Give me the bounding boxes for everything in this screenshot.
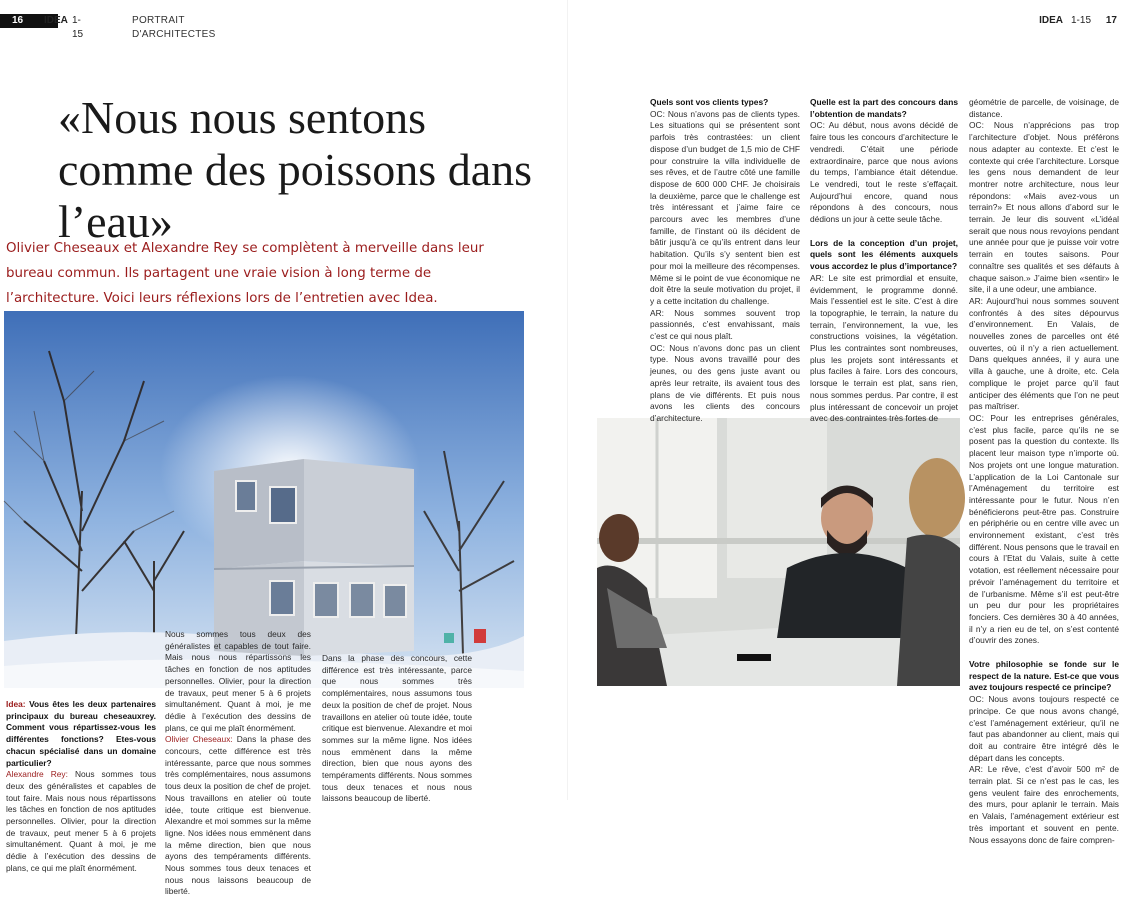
section-title: PORTRAIT D'ARCHITECTES xyxy=(132,15,216,40)
answer-1: Nous sommes tous deux des généralistes et capables de tout faire. Mais nous nous répartissons les tâches en fonction de nos aptitudes personnelles. Olivier, pour la direction de travaux, peut mener 5 à 6 projets simultanément. Quant à moi, je me dédie à l’exécution des dessins de plans, ce qui me plaît énormément. xyxy=(6,769,157,873)
answer-concours: OC: Au début, nous avons décidé de faire tous les concours d’architecture le vendredi. C’était une période extraordinaire, parce que nous avions du temps, l’ambiance était détendue. Le vendredi, tout le reste s’effaçait. Aujourd’hui encore, quand nous répondons à des concours, nous dédions un jour à cette seule tâche. xyxy=(810,120,958,225)
question-nature: Votre philosophie se fonde sur le respect de la nature. Est-ce que vous avez toujours respecté ce principe? xyxy=(969,659,1119,693)
issue-number: 1-15 xyxy=(72,15,84,40)
answer-2-cont: Dans la phase des concours, cette différence est très intéressante, parce que nous sommes très complémentaires, nous assumons tous deux la position de chef de projet. Nous travaillons en atelier où toute idée, toute critique est bienvenue. Alexandre et moi sommes sur la même ligne. Nos idées nous emmènent dans la même direction, bien que nous ayons des tempéraments différents. Nous sommes tous deux tenaces et nous nous laissons beaucoup de liberté. xyxy=(322,653,472,804)
answer-clients-2: AR: Nous sommes souvent trop passionnés, c’est envahissant, mais c’est ce qui nous plaît. xyxy=(650,307,800,342)
question-concours: Quelle est la part des concours dans l’obtention de mandats? xyxy=(810,97,958,119)
question-1: Vous êtes les deux partenaires principaux du bureau cheseauxrey. Comment vous répartissez-vous les différentes fonctions? Etes-vous chacun spécialisé dans un domaine particulier? xyxy=(6,699,156,768)
answer-context-3: AR: Aujourd’hui nous sommes souvent confrontés à des sites dépourvus d’environnement. En Valais, de nouvelles zones de parcelles ont été ouvertes, où il n’y a rien actuellement. Dans quelques années, il y aura une villa à gauche, une à droite, etc. Cela complique le projet parce qu’il faut anticiper des éléments que l’on ne peut pas maîtriser. xyxy=(969,295,1119,412)
article-lead: Olivier Cheseaux et Alexandre Rey se complètent à merveille dans leur bureau commun. Ils partagent une vraie vision à long terme de l’architecture. Voici leurs réflexions lors de l’entretien avec Idea. xyxy=(6,241,484,306)
right-page-number: 17 xyxy=(1105,15,1117,26)
article-title: «Nous nous sentons comme des poissons dans l’eau» xyxy=(58,92,533,247)
magazine-name-right: IDEA xyxy=(1039,15,1063,26)
answer-context-2: OC: Nous n’apprécions pas trop l’architecture d’objet. Nous préférons nous adapter au contexte. Et c’est le contexte qui crée l’architecture. Lorsque les gens nous demandent de leur montrer notre architecture, nous leur répondons: «Mais avez-vous un terrain?» Et nous allons d’abord sur le terrain. Je leur dis souvent «L’idéal serait que nous nous revoyions pendant une année pour que je puisse voir votre terrain en toutes saisons. Pour connaître ses qualités et ses défauts à chaque saison.» J’aime bien «sentir» le site, il a une odeur, une ambiance. xyxy=(969,120,1119,295)
interview-right-col3 xyxy=(969,97,1119,845)
answer-2: Dans la phase des concours, cette différence est très intéressante, parce que nous sommes très complémentaires, nous assumons tous deux la position de chef de projet. Nous travaillons en atelier où toute idée, toute critique est bienvenue. Alexandre et moi sommes sur la même ligne. Nos idées nous emmènent dans la même direction, bien que nous ayons des tempéraments différents. Nous sommes tous deux tenaces et nous nous laissons beaucoup de liberté. xyxy=(165,734,311,897)
idea-speaker: Idea: xyxy=(6,699,26,709)
interview-left-col2 xyxy=(165,629,311,897)
left-page-number: 16 xyxy=(12,15,24,26)
answer-nature-1: OC: Nous avons toujours respecté ce principe. Ce que nous avons changé, c’est l’aménagement extérieur, qu’il ne faut pas abandonner au client, mais qui doit au contraire être intégré dès le départ dans les concepts. xyxy=(969,694,1119,763)
interview-right-col1 xyxy=(650,97,800,425)
answer-clients-3: OC: Nous n’avons donc pas un client type. Nous avons travaillé pour des jeunes, ou des gens juste avant ou après leur retraite, ils avaient tous des plans de vie différents. Et puis nous avons les clients des concours d’architecture. xyxy=(650,342,800,423)
interview-right-col2 xyxy=(810,97,958,425)
answer-conception: AR: Le site est primordial et ensuite, évidemment, le programme donné. Mais l’essentiel est le site. C’est à dire la topographie, le terrain, la nature du terrain, l’environnement, la vue, les constructions voisines, la végétation. Plus les contraintes sont nombreuses, plus les projets sont intéressants et plus faciles à faire. Lors des concours, lorsque le terrain est plat, sans rien, nous sommes perdus. Par contre, il est plus intéressant de concevoir un projet avec des contraintes très fortes de xyxy=(810,272,958,424)
question-conception: Lors de la conception d’un projet, quels sont les éléments auxquels vous accordez le plus d’importance? xyxy=(810,237,958,272)
right-page-header xyxy=(835,14,1135,28)
answer-context-4: OC: Pour les entreprises générales, c’est plus facile, parce qu’ils ne se posent pas la question du contexte. Ils placent leur maison type n’importe où. Nos projets ont une longue maturation. L’application de la Loi Cantonale sur l’Aménagement du territoire est intéressante pour le futur. Nous n’en bénéficierons peut-être pas. Construire en périphérie ou en centre ville avec un environnement existant, c’est très différent. Nous pensons que le travail en cours à l’Etat du Valais, suite à cette votation, est réellement nécessaire pour prévoir l’aménagement du territoire et de l’urbanisme. Même s’il est peut-être un peu dur pour les propriétaires fonciers. Ces dernières 30 à 40 années, il n’y a rien eu de tel, on s’est contenté d’ouvrir des zones. xyxy=(969,412,1119,646)
answer-clients-1: OC: Nous n’avons pas de clients types. Les situations qui se présentent sont parfois très contrastées: un client dispose d’un budget de 1,5 mio de CHF pour construire la villa individuelle de ses rêves, et de l’autre côté une famille dispose de 600 000 CHF. Je choisirais la deuxième, parce que le challenge est très intéressant et j’aime faire ce parcours avec les membres d’une famille, de l’instant où ils décident de bâtir jusqu’à ce qu’ils entrent dans leur habitation. Qu’ils s’y sentent bien est pour moi la meilleure des récompenses. Même si le point de vue économique ne doit être la seule motivation du projet, il y a cette incitation du challenge. xyxy=(650,108,800,306)
interview-left-col3 xyxy=(322,653,472,804)
speaker-alexandre: Alexandre Rey: xyxy=(6,769,68,780)
page-gutter xyxy=(567,0,568,800)
magazine-name: IDEA xyxy=(44,15,68,26)
question-clients: Quels sont vos clients types? xyxy=(650,97,769,107)
answer-1-cont: Nous sommes tous deux des généralistes et capables de tout faire. Mais nous nous répartissons les tâches en fonction de nos aptitudes personnelles. Olivier, pour la direction de travaux, peut mener 5 à 6 projets simultanément. Quant à moi, je me dédie à l’exécution des dessins de plans, ce qui me plaît énormément. xyxy=(165,629,311,733)
speaker-olivier: Olivier Cheseaux: xyxy=(165,734,233,745)
answer-context-1: géométrie de parcelle, de voisinage, de distance. xyxy=(969,97,1119,119)
interview-left-col1 xyxy=(6,699,156,875)
answer-nature-2: AR: Le rêve, c’est d’avoir 500 m² de terrain plat. Si ce n’est pas le cas, les gens veulent faire des enrochements, des murs, pour aplanir le terrain. Mais en Valais, l’aménagement extérieur est très important et souvent en pente. Nous essayons donc de faire compren- xyxy=(969,764,1119,845)
meeting-photo xyxy=(597,418,805,686)
issue-number-right: 1-15 xyxy=(1070,15,1091,26)
